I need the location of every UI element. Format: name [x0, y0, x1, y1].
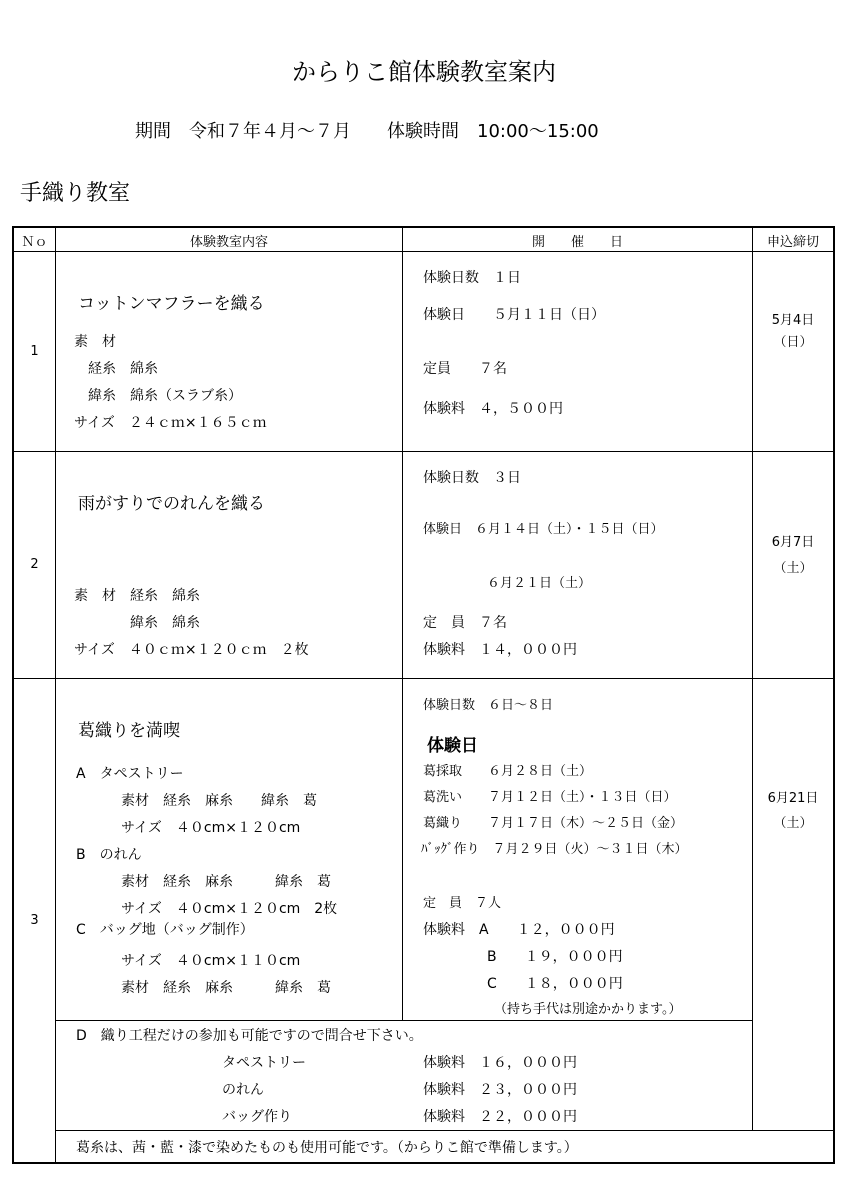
experience-days: 体験日数 ６日～８日: [423, 698, 554, 713]
experience-date: ６月２１日（土）: [487, 576, 592, 591]
section-title: 手織り教室: [20, 181, 131, 206]
period-info: 期間 令和７年４月～７月 体験時間 10:00～15:00: [135, 121, 599, 142]
item-line: 素材 経糸 麻糸 緯糸 葛: [121, 793, 317, 809]
option-fee: 体験料 ２２，０００円: [423, 1109, 577, 1125]
item-line: B のれん: [76, 847, 142, 863]
material-line: 緯糸 綿糸（スラブ糸）: [74, 388, 242, 404]
experience-date: 体験日 ６月１４日（土）・１５日（日）: [423, 522, 664, 537]
option-intro: D 織り工程だけの参加も可能ですので問合せ下さい。: [76, 1028, 423, 1044]
deadline-date: 5月4日: [771, 313, 815, 328]
class-title: 雨がすりでのれんを織る: [78, 494, 265, 514]
item-line: 素材 経糸 麻糸 緯糸 葛: [121, 874, 331, 890]
option-fee: 体験料 １６，０００円: [423, 1055, 577, 1071]
class-title: 葛織りを満喫: [78, 721, 180, 741]
item-line: サイズ ４０cm×１２０cm: [121, 820, 301, 836]
page-title: からりこ館体験教室案内: [292, 58, 556, 86]
material-line: 素 材: [74, 334, 116, 350]
deadline-date: 6月7日: [771, 535, 815, 550]
experience-date: 体験日 ５月１１日（日）: [423, 307, 605, 323]
fee: 体験料 ４，５００円: [423, 401, 563, 417]
capacity: 定員 ７名: [423, 361, 507, 377]
capacity: 定 員 ７名: [423, 615, 507, 631]
deadline-day: （日）: [773, 335, 813, 350]
schedule-line: 葛採取 ６月２８日（土）: [423, 764, 593, 779]
item-line: A タペストリー: [76, 766, 184, 782]
experience-days: 体験日数 １日: [423, 270, 521, 286]
option-fee: 体験料 ２３，０００円: [423, 1082, 577, 1098]
header-deadline: 申込締切: [766, 235, 819, 250]
deadline-day: （土）: [773, 816, 813, 831]
schedule-line: 葛織り ７月１７日（木）～２５日（金）: [423, 816, 684, 831]
schedule-line: 葛洗い ７月１２日（土）・１３日（日）: [423, 790, 677, 805]
option-name: バッグ作り: [222, 1109, 292, 1125]
material-line: 緯糸 綿糸: [74, 615, 200, 631]
header-no: Ｎｏ: [21, 235, 48, 250]
fee: 体験料 １４，０００円: [423, 642, 577, 658]
material-line: 経糸 綿糸: [74, 361, 158, 377]
fee: 体験料 A １２，０００円: [423, 922, 615, 938]
schedule-line: ﾊﾞｯｸﾞ作り ７月２９日（火）～３１日（木）: [421, 842, 688, 857]
item-line: サイズ ４０cm×１１０cm: [121, 953, 301, 969]
option-name: タペストリー: [222, 1055, 306, 1071]
item-line: C バッグ地（バッグ制作）: [76, 922, 254, 938]
footnote: 葛糸は、茜・藍・漆で染めたものも使用可能です。（からりこ館で準備します。）: [76, 1140, 578, 1156]
row-number: 2: [30, 557, 39, 572]
header-dates: 開 催 日: [531, 235, 623, 250]
class-title: コットンマフラーを織る: [78, 294, 265, 314]
date-heading: 体験日: [427, 736, 478, 756]
row-number: 3: [30, 913, 39, 928]
size-line: サイズ ２４ｃｍ×１６５ｃｍ: [74, 415, 267, 431]
item-line: サイズ ４０cm×１２０cm 2枚: [121, 901, 338, 917]
capacity: 定 員 ７人: [423, 896, 502, 911]
size-line: サイズ ４０ｃｍ×１２０ｃｍ ２枚: [74, 642, 309, 658]
deadline-day: （土）: [773, 561, 813, 576]
row-number: 1: [30, 344, 39, 359]
item-line: 素材 経糸 麻糸 緯糸 葛: [121, 980, 331, 996]
deadline-date: 6月21日: [767, 791, 819, 806]
fee: B １９，０００円: [487, 949, 623, 965]
header-content: 体験教室内容: [189, 235, 268, 250]
fee: C １８，０００円: [487, 976, 623, 992]
fee-note: （持ち手代は別途かかります。）: [494, 1002, 682, 1017]
material-line: 素 材 経糸 綿糸: [74, 588, 200, 604]
option-name: のれん: [222, 1082, 264, 1098]
experience-days: 体験日数 ３日: [423, 470, 521, 486]
